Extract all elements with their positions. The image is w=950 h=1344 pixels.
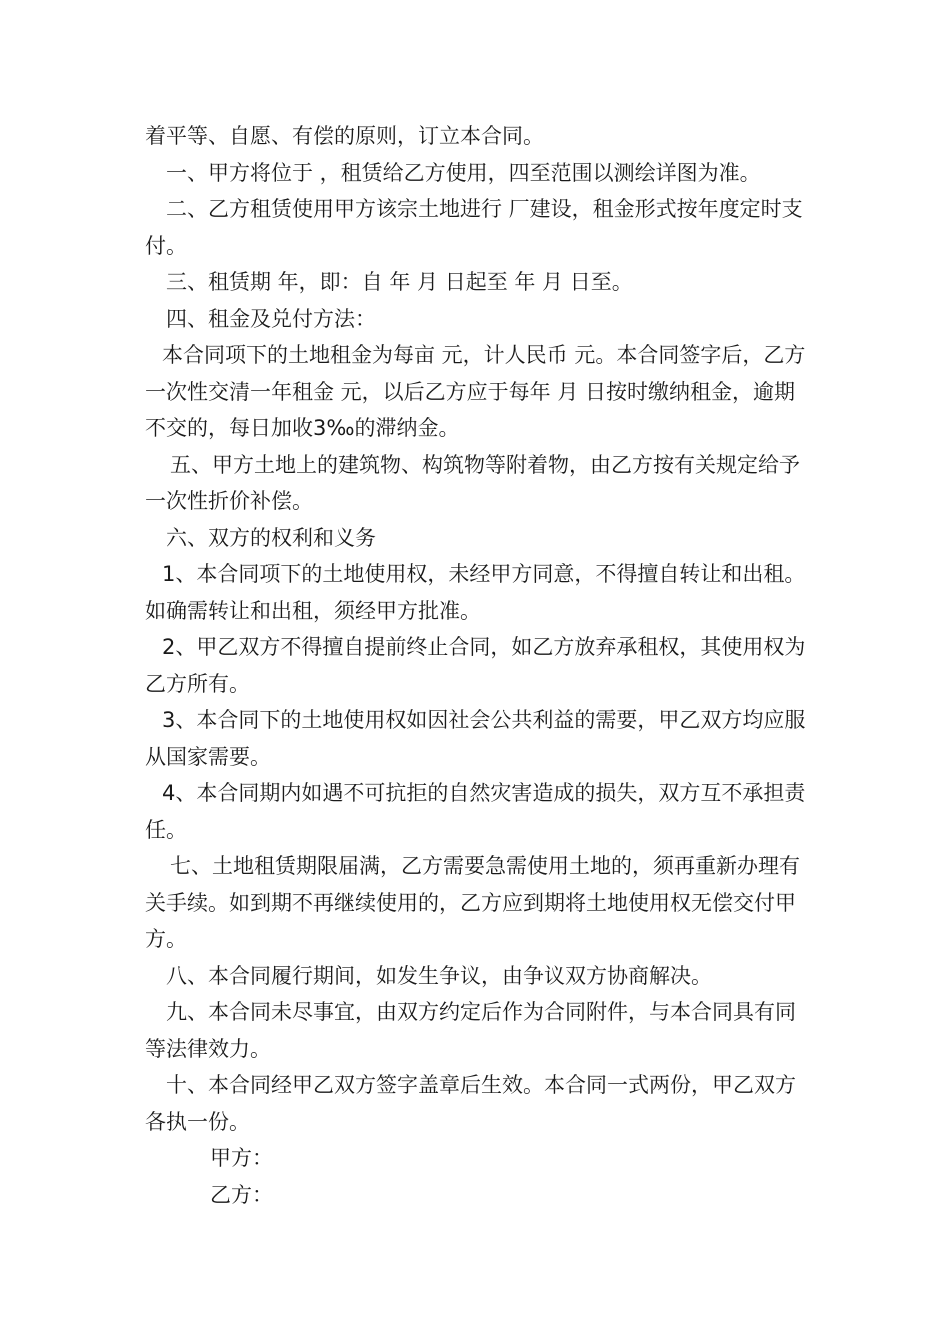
clause-4-heading: 四、租金及兑付方法： (166, 306, 376, 331)
clause-6-heading: 六、双方的权利和义务 (166, 525, 376, 550)
signature-party-a: 甲方： (210, 1146, 273, 1170)
clause-6-item-4: 4、本合同期内如遇不可抗拒的自然灾害造成的损失，双方互不承担责任。 (145, 781, 806, 842)
clause-1: 一、甲方将位于 ，租赁给乙方使用，四至范围以测绘详图为准。 (166, 160, 761, 185)
paragraph-intro: 着平等、自愿、有偿的原则，订立本合同。 (145, 124, 544, 148)
contract-body (145, 118, 807, 1213)
clause-10: 十、本合同经甲乙双方签字盖章后生效。本合同一式两份，甲乙双方各执一份。 (145, 1073, 796, 1134)
clause-8: 八、本合同履行期间，如发生争议，由争议双方协商解决。 (166, 963, 712, 988)
clause-6-item-2: 2、甲乙双方不得擅自提前终止合同，如乙方放弃承租权，其使用权为乙方所有。 (145, 635, 806, 696)
clause-9: 九、本合同未尽事宜，由双方约定后作为合同附件，与本合同具有同等法律效力。 (145, 1000, 796, 1061)
signature-party-b: 乙方： (210, 1182, 273, 1207)
clause-6-item-3: 3、本合同下的土地使用权如因社会公共利益的需要，甲乙双方均应服从国家需要。 (145, 708, 806, 769)
clause-3: 三、租赁期 年，即：自 年 月 日起至 年 月 日至。 (166, 270, 633, 294)
clause-7: 七、土地租赁期限届满，乙方需要急需使用土地的，须再重新办理有关手续。如到期不再继续使用的，乙方应到期将土地使用权无偿交付甲方。 (145, 854, 800, 951)
clause-6-item-1: 1、本合同项下的土地使用权，未经甲方同意，不得擅自转让和出租。如确需转让和出租，须经甲方批准。 (145, 562, 806, 623)
clause-2: 二、乙方租赁使用甲方该宗土地进行 厂建设，租金形式按年度定时支付。 (145, 197, 803, 258)
clause-4-body: 本合同项下的土地租金为每亩 元，计人民币 元。本合同签字后，乙方一次性交清一年租金 元，以后乙方应于每年 月 日按时缴纳租金，逾期不交的，每日加收3‰的滞纳金。 (145, 343, 806, 440)
clause-5: 五、甲方土地上的建筑物、构筑物等附着物，由乙方按有关规定给予一次性折价补偿。 (145, 452, 800, 513)
